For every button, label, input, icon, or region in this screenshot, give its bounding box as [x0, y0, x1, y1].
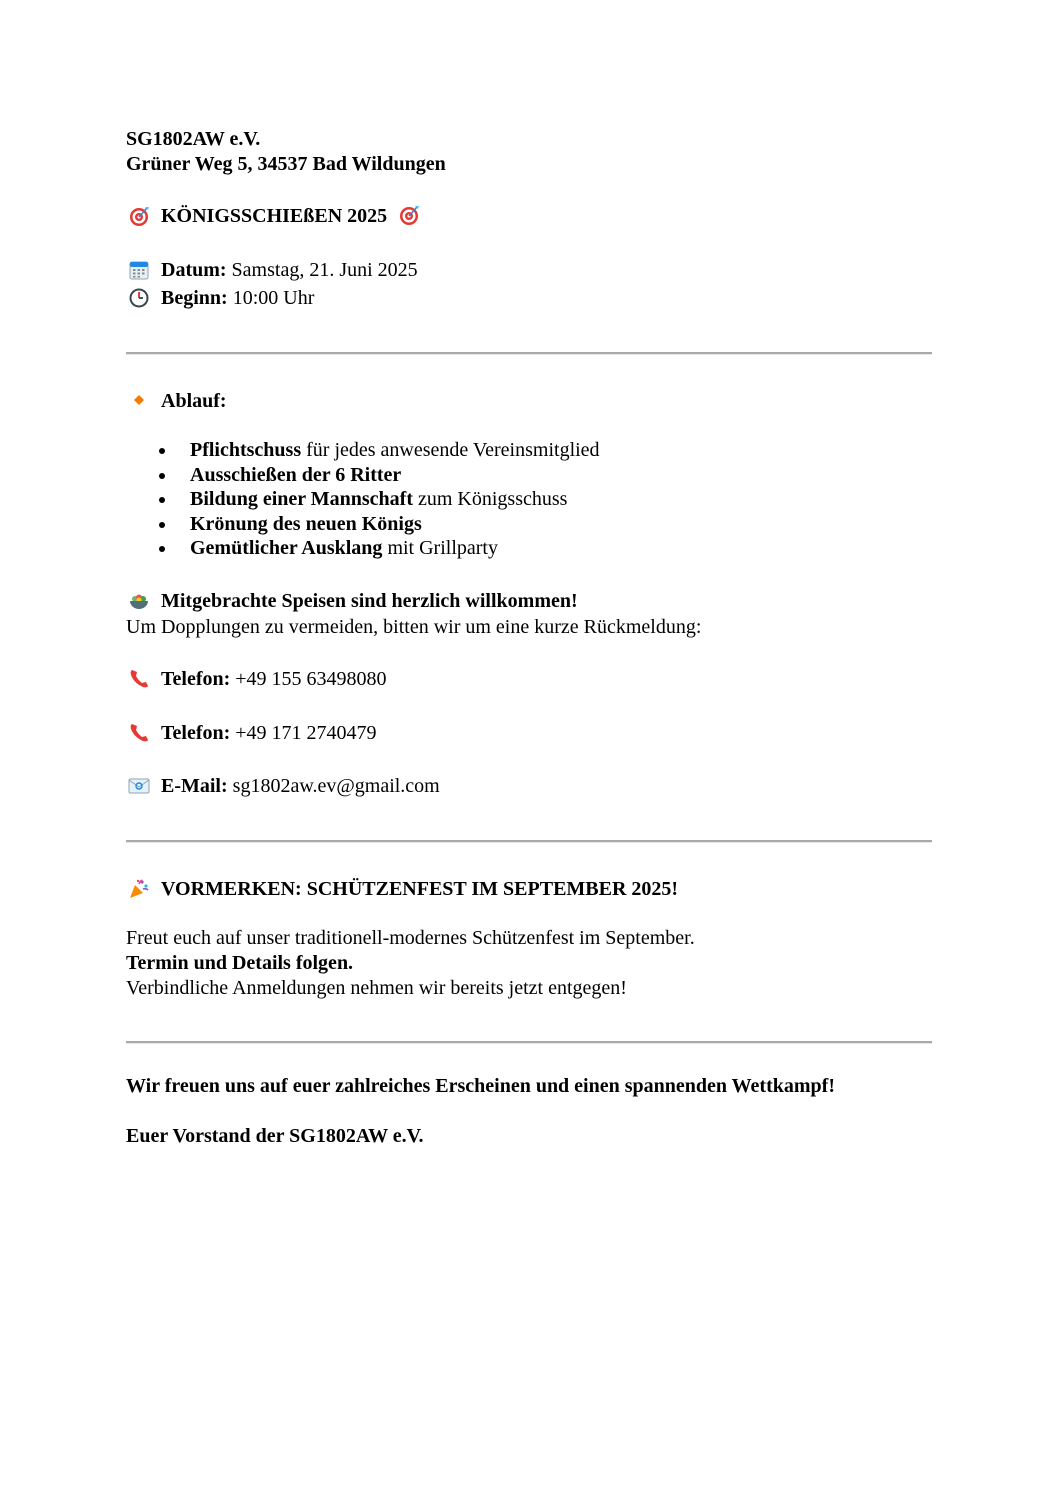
- start-value: 10:00 Uhr: [232, 287, 315, 309]
- closing-line: Wir freuen uns auf euer zahlreiches Erscheinen und einen spannenden Wettkampf!: [126, 1075, 835, 1097]
- contact-row: [126, 667, 387, 691]
- contact-label: E-Mail:: [161, 775, 228, 797]
- orange-diamond-icon: [128, 390, 150, 412]
- list-item: Bildung einer Mannschaft zum Königsschuss: [126, 487, 600, 512]
- telephone-receiver-icon: [128, 668, 150, 690]
- email-link[interactable]: sg1802aw.ev@gmail.com: [232, 775, 440, 797]
- contact-label: Telefon:: [161, 668, 231, 690]
- list-item: Pflichtschuss für jedes anwesende Vereinsmitglied: [126, 438, 600, 463]
- save-the-date-registration: Verbindliche Anmeldungen nehmen wir bereits jetzt entgegen!: [126, 977, 627, 999]
- calendar-icon: [128, 259, 150, 281]
- envelope-icon: [128, 775, 150, 797]
- direct-hit-target-icon: [398, 204, 422, 226]
- event-title: KÖNIGSSCHIEßEN 2025: [161, 205, 388, 227]
- food-heading: Mitgebrachte Speisen sind herzlich willkommen!: [161, 590, 578, 612]
- list-item: Gemütlicher Ausklang mit Grillparty: [126, 536, 600, 561]
- org-name: SG1802AW e.V.: [126, 128, 261, 150]
- food-heading-row: [126, 589, 578, 613]
- list-item: Ausschießen der 6 Ritter: [126, 463, 600, 488]
- schedule-heading-row: [126, 389, 227, 413]
- date-row: [126, 258, 418, 282]
- clock-icon: [128, 287, 150, 309]
- telephone-receiver-icon: [128, 722, 150, 744]
- contact-row: [126, 774, 440, 798]
- save-the-date-note: Termin und Details folgen.: [126, 952, 354, 974]
- event-title-row: [126, 204, 422, 228]
- schedule-heading: Ablauf:: [161, 390, 227, 412]
- start-row: [126, 286, 314, 310]
- salad-bowl-icon: [128, 590, 150, 612]
- food-note: Um Dopplungen zu vermeiden, bitten wir um eine kurze Rückmeldung:: [126, 616, 702, 638]
- schedule-list: [126, 438, 600, 561]
- phone-number[interactable]: +49 155 63498080: [235, 668, 387, 690]
- date-label: Datum:: [161, 259, 227, 281]
- save-the-date-heading-row: [126, 877, 678, 901]
- list-item: Krönung des neuen Königs: [126, 512, 600, 537]
- divider: [126, 1041, 932, 1044]
- contact-label: Telefon:: [161, 722, 231, 744]
- contact-row: [126, 721, 377, 745]
- save-the-date-text: Freut euch auf unser traditionell-modernes Schützenfest im September.: [126, 927, 695, 949]
- direct-hit-target-icon: [128, 205, 150, 227]
- signature: Euer Vorstand der SG1802AW e.V.: [126, 1125, 424, 1147]
- org-address: Grüner Weg 5, 34537 Bad Wildungen: [126, 153, 446, 175]
- start-label: Beginn:: [161, 287, 228, 309]
- date-value: Samstag, 21. Juni 2025: [231, 259, 418, 281]
- divider: [126, 840, 932, 843]
- save-the-date-heading: VORMERKEN: SCHÜTZENFEST IM SEPTEMBER 2025!: [161, 878, 679, 900]
- party-popper-icon: [128, 878, 150, 900]
- divider: [126, 352, 932, 355]
- phone-number[interactable]: +49 171 2740479: [235, 722, 377, 744]
